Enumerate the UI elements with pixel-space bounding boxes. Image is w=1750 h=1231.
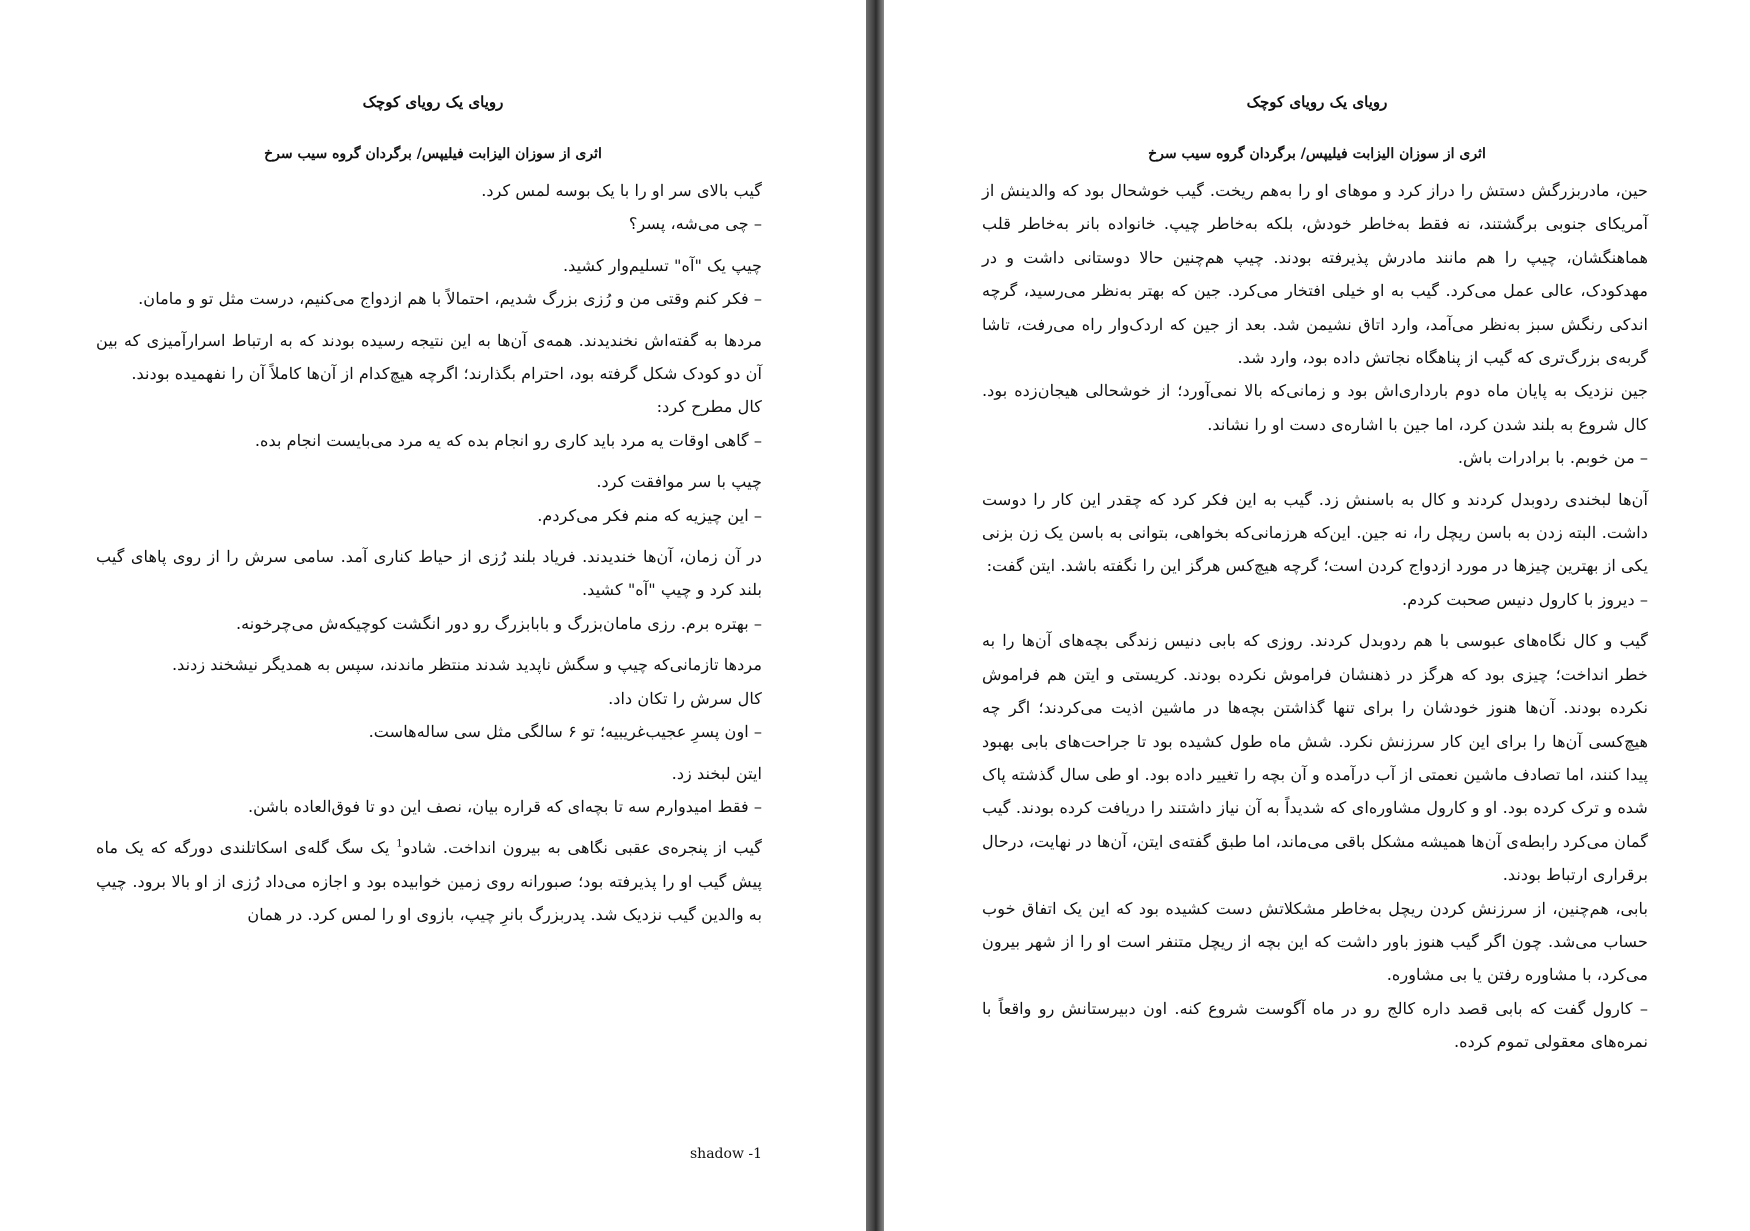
paragraph: در آن زمان، آن‌ها خندیدند. فریاد بلند رُزی از حیاط کناری آمد. سامی سرش را از روی پاهای گیب بلند کرد و چیپ "آه" کشید.: [96, 547, 762, 600]
paragraph: بابی، هم‌چنین، از سرزنش کردن ریچل به‌خاطر مشکلاتش دست کشیده بود که این یک اتفاق خوب حساب می‌شد. چون اگر گیب هنوز باور داشت که این بچه از ریچل متنفر است او را از شهر بیرون می‌کرد، با مشاوره رفتن یا بی مشاوره.: [982, 898, 1648, 985]
paragraph: آن‌ها لبخندی ردوبدل کردند و کال به باسنش زد. گیب به این فکر کرد که چقدر این کار را دوست داشت. البته زدن به باسن ریچل را، نه جین. این‌که هرزمانی‌که بخواهی، بتوانی به باسن یک زن بزنی یکی از بهترین چیزها در مورد ازدواج کردن است؛ گرچه هیچ‌کس هرگز این را نگفته باشد. ایتن گفت:: [982, 489, 1648, 576]
dialogue-line: – من خوبم. با برادرات باش.: [1457, 448, 1648, 468]
dialogue-line: – چی می‌شه، پسر؟: [628, 214, 762, 234]
paragraph: گیب و کال نگاه‌های عبوسی با هم ردوبدل کردند. روزی که بابی دنیس زندگی بچه‌های آن‌ها را به خطر انداخت؛ چیزی بود که هرگز در ذهنشان فراموش نکرده بودند. کریستی و ایتن هم فراموش نکرده بودند. آن‌ها هنوز خودشان را برای تنها گذاشتن بچه‌ها در ماشین اذیت می‌کردند؛ اگر چه هیچ‌کسی آن‌ها را برای این کار سرزنش نکرد. شش ماه طول کشیده بود تا جراحت‌های بابی بهبود پیدا کنند، اما تصادف ماشین نعمتی از آب درآمده و آن بچه را تغییر داده بود. او طی سال گذشته پاک شده و ترک کرده بود. او و کارول مشاوره‌ای که شدیداً به آن نیاز داشتند را دریافت کرده بودند. گیب گمان می‌کرد رابطه‌ی آن‌ها همیشه مشکل باقی می‌ماند، اما طبق گفته‌ی ایتن، آن‌ها در نهایت، درحال برقراری ارتباط بودند.: [982, 631, 1649, 885]
left-header-title: رویای یک رویای کوچک: [362, 93, 504, 111]
right-page: [884, 0, 1750, 1231]
dialogue-line: – کارول گفت که بابی قصد داره کالج رو در ماه آگوست شروع کنه. اون دبیرستانش رو واقعاً با نمره‌های معقولی تموم کرده.: [982, 998, 1648, 1052]
dialogue-line: – دیروز با کارول دنیس صحبت کردم.: [1402, 589, 1648, 609]
book-gutter: [866, 0, 884, 1231]
dialogue-line: – بهتره برم. رزی مامان‌بزرگ و بابابزرگ رو دور انگشت کوچیکه‌ش می‌چرخونه.: [235, 613, 762, 633]
paragraph: حین، مادربزرگش دستش را دراز کرد و موهای او را به‌هم ریخت. گیب خوشحال بود که والدینش از آمریکای جنوبی برگشتند، نه فقط به‌خاطر خودش، بلکه به‌خاطر چیپ. خانواده بانر به‌خاطر قلب هماهنگشان، چیپ را هم مانند مادرش پذیرفته بودند. چیپ هم‌چنین حالا دوستانی داشت و در مهدکودک، عالی عمل می‌کرد. گیب به او خیلی افتخار می‌کرد. جین که بهتر به‌نظر می‌رسید، گرچه اندکی رنگش سبز به‌نظر می‌آمد، وارد اتاق نشیمن شد. بعد از جین که اردک‌وار راه می‌رفت، تاشا گربه‌ی بزرگ‌تری که گیب از پناهگاه نجاتش داده بود، وارد شد.: [982, 181, 1648, 368]
dialogue-line: – این چیزیه که منم فکر می‌کردم.: [537, 505, 762, 525]
paragraph-rest: یک سگ گله‌ی اسکاتلندی دورگه که یک ماه پیش گیب او را پذیرفته بود؛ صبورانه روی زمین خوابیده بود و اجازه می‌داد رُزی از او بالا برود. چیپ به والدین گیب نزدیک شد. پدربزرگ بانرِ چیپ، بازوی او را لمس کرد. در همان: [96, 838, 762, 925]
dialogue-line: – فقط امیدوارم سه تا بچه‌ای که قراره بیان، نصف این دو تا فوق‌العاده باشن.: [248, 796, 762, 816]
paragraph: مردها به گفته‌اش نخندیدند. همه‌ی آن‌ها به این نتیجه رسیده بودند که به ارتباط اسرارآمیزی که بین آن دو کودک شکل گرفته بود، احترام بگذارند؛ اگرچه هیچ‌کدام از آن‌ها کاملاً آن را نفهمیده بودند.: [96, 330, 762, 384]
page-footer: shadow -1: [690, 1146, 763, 1162]
right-header-subtitle: اثری از سوزان الیزابت فیلیپس/ برگردان گروه سیب سرخ: [1148, 146, 1486, 162]
left-body-text: [96, 174, 762, 932]
paragraph: [96, 831, 762, 931]
paragraph-start: گیب از پنجره‌ی عقبی نگاهی به بیرون انداخت. شادو: [402, 838, 762, 858]
right-body-text: [982, 174, 1648, 1067]
left-page: [0, 0, 866, 1231]
dialogue-line: – گاهی اوقات یه مرد باید کاری رو انجام بده که یه مرد می‌بایست انجام بده.: [254, 430, 762, 450]
paragraph: چیپ یک "آه" تسلیم‌وار کشید.: [562, 255, 762, 275]
right-header-title: رویای یک رویای کوچک: [1246, 93, 1388, 111]
paragraph: کال مطرح کرد:: [656, 397, 762, 417]
paragraph: کال سرش را تکان داد.: [608, 688, 762, 708]
left-header-subtitle: اثری از سوزان الیزابت فیلیپس/ برگردان گروه سیب سرخ: [264, 146, 602, 162]
paragraph: چیپ با سر موافقت کرد.: [596, 472, 762, 492]
paragraph: گیب بالای سر او را با یک بوسه لمس کرد.: [481, 181, 762, 200]
paragraph: ایتن لبخند زد.: [671, 763, 762, 783]
paragraph: جین نزدیک به پایان ماه دوم بارداری‌اش بود و زمانی‌که بالا نمی‌آورد؛ از خوشحالی هیجان‌زده بود. کال شروع به بلند شدن کرد، اما جین با اشاره‌ی دست او را نشاند.: [982, 381, 1648, 434]
dialogue-line: – اون پسرِ عجیب‌غریبیه؛ تو ۶ سالگی مثل سی ساله‌هاست.: [368, 722, 762, 742]
footnote-marker[interactable]: 1: [396, 838, 403, 850]
dialogue-line: – فکر کنم وقتی من و رُزی بزرگ شدیم، احتمالاً با هم ازدواج می‌کنیم، درست مثل تو و مامان.: [138, 289, 762, 309]
paragraph: مردها تازمانی‌که چیپ و سگش ناپدید شدند منتظر ماندند، سپس به همدیگر نیشخند زدند.: [171, 655, 762, 675]
